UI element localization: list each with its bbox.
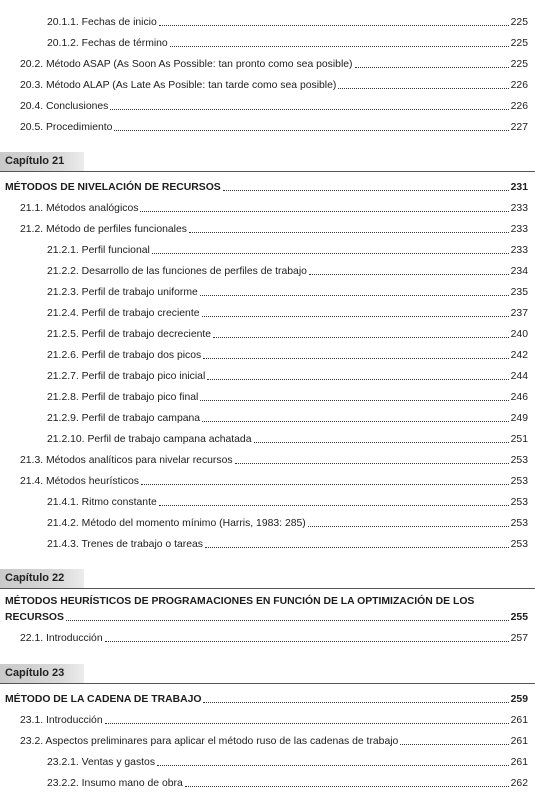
dot-leader [200,295,509,296]
toc-entry[interactable] [47,537,528,551]
page-number: 233 [510,224,528,235]
page-number: 251 [510,434,528,445]
toc-entry[interactable] [47,390,528,404]
toc-entry[interactable] [47,411,528,425]
page-number: 233 [510,245,528,256]
dot-leader [223,190,509,191]
dot-leader [203,358,508,359]
toc-entry-title: 21.2.1. Perfil funcional [47,245,150,256]
page-number: 234 [510,266,528,277]
toc-entry[interactable] [47,369,528,383]
dot-leader [203,702,508,703]
page-number: 261 [510,736,528,747]
dot-leader [189,232,509,233]
page-number: 253 [510,518,528,529]
toc-entry[interactable] [47,495,528,509]
dot-leader [105,723,509,724]
toc-entry-title: MÉTODOS HEURÍSTICOS DE PROGRAMACIONES EN FUNCIÓN DE LA OPTIMIZACIÓN DE LOS [5,596,475,607]
toc-entry[interactable] [47,348,528,362]
toc-entry-title: RECURSOS [5,612,64,623]
toc-entry[interactable] [47,285,528,299]
toc-entry[interactable] [20,120,528,134]
chapter-title-entry[interactable] [5,180,528,194]
toc-entry-title: 20.1.1. Fechas de inicio [47,17,157,28]
toc-entry[interactable] [47,36,528,50]
page-number: 261 [510,715,528,726]
dot-leader [105,641,509,642]
toc-entry-title: MÉTODOS DE NIVELACIÓN DE RECURSOS [5,182,221,193]
toc-entry-title: 21.2.10. Perfil de trabajo campana achatada [47,434,252,445]
chapter-title-entry[interactable] [5,610,528,624]
toc-entry-title: 21.2.2. Desarrollo de las funciones de perfiles de trabajo [47,266,307,277]
page-number: 253 [510,455,528,466]
toc-entry-title: 20.3. Método ALAP (As Late As Posible: tan tarde como sea posible) [20,80,337,91]
toc-entry[interactable] [20,631,528,645]
toc-entry-title: 20.1.2. Fechas de término [47,38,168,49]
chapter-label-box [0,664,84,683]
toc-entry[interactable] [20,734,528,748]
toc-entry[interactable] [47,15,528,29]
dot-leader [338,88,508,89]
dot-leader [235,463,509,464]
toc-entry[interactable] [47,776,528,790]
chapter-label-box [0,152,84,171]
chapter-heading [0,664,535,683]
page-number: 257 [510,633,528,644]
toc-entry-title: 23.2.1. Ventas y gastos [47,757,156,768]
dot-leader [157,765,509,766]
page-number: 259 [510,694,528,705]
chapter-label-box [0,569,84,588]
toc-entry-title: 21.4.3. Trenes de trabajo o tareas [47,539,203,550]
chapter-label: Capítulo 21 [5,155,65,167]
dot-leader [207,379,508,380]
toc-entry[interactable] [20,222,528,236]
toc-entry-title: 20.5. Procedimiento [20,122,113,133]
toc-entry-title: 21.2.4. Perfil de trabajo creciente [47,308,200,319]
chapter-heading [0,569,535,588]
toc-entry-title: 22.1. Introducción [20,633,103,644]
toc-entry[interactable] [47,432,528,446]
dot-leader [159,505,509,506]
page-number: 242 [510,350,528,361]
page-number: 261 [510,757,528,768]
toc-entry[interactable] [20,474,528,488]
toc-entry[interactable] [47,327,528,341]
toc-entry[interactable] [47,755,528,769]
toc-entry[interactable] [20,201,528,215]
toc-entry-title: 21.4. Métodos heurísticos [20,476,139,487]
dot-leader [308,526,509,527]
dot-leader [114,130,508,131]
dot-leader [400,744,508,745]
page-number: 262 [510,778,528,789]
dot-leader [141,484,509,485]
page-number: 253 [510,539,528,550]
chapter-label: Capítulo 22 [5,572,65,584]
toc-entry[interactable] [47,243,528,257]
page-number: 226 [510,80,528,91]
page-number: 225 [510,59,528,70]
toc-entry-title: 21.2.7. Perfil de trabajo pico inicial [47,371,206,382]
page-number: 233 [510,203,528,214]
page-number: 231 [510,182,528,193]
toc-entry-title: 21.2.3. Perfil de trabajo uniforme [47,287,198,298]
page-number: 249 [510,413,528,424]
toc-entry-title: 21.2.8. Perfil de trabajo pico final [47,392,199,403]
dot-leader [110,109,508,110]
dot-leader [202,316,509,317]
page-number: 227 [510,122,528,133]
chapter-label: Capítulo 23 [5,667,65,679]
dot-leader [200,400,508,401]
toc-entry-title: 20.2. Método ASAP (As Soon As Possible: tan pronto como sea posible) [20,59,353,70]
dot-leader [213,337,509,338]
toc-entry-title: 21.4.1. Ritmo constante [47,497,157,508]
dot-leader [309,274,509,275]
page-number: 235 [510,287,528,298]
dot-leader [355,67,509,68]
toc-entry-title: 23.1. Introducción [20,715,103,726]
toc-entry-title: 21.3. Métodos analíticos para nivelar recursos [20,455,233,466]
page-number: 240 [510,329,528,340]
page-number: 225 [510,38,528,49]
page-number: 253 [510,497,528,508]
dot-leader [254,442,509,443]
toc-entry-title: 21.2.9. Perfil de trabajo campana [47,413,201,424]
dot-leader [66,620,509,621]
toc-entry-title: 21.2. Método de perfiles funcionales [20,224,187,235]
toc-entry[interactable] [47,306,528,320]
page-number: 226 [510,101,528,112]
toc-entry[interactable] [47,516,528,530]
toc-entry-title: 21.4.2. Método del momento mínimo (Harris, 1983: 285) [47,518,306,529]
dot-leader [159,25,509,26]
toc-entry-title: 23.2. Aspectos preliminares para aplicar el método ruso de las cadenas de trabajo [20,736,399,747]
dot-leader [140,211,508,212]
dot-leader [205,547,509,548]
dot-leader [152,253,509,254]
chapter-title-entry[interactable] [5,692,528,706]
toc-entry-title: 21.2.6. Perfil de trabajo dos picos [47,350,202,361]
page-number: 253 [510,476,528,487]
chapter-rule [0,171,535,172]
toc-entry-title: 21.1. Métodos analógicos [20,203,139,214]
toc-entry[interactable] [20,78,528,92]
toc-entry[interactable] [20,453,528,467]
chapter-rule [0,683,535,684]
chapter-rule [0,588,535,589]
chapter-title-entry[interactable] [5,594,528,608]
page-number: 246 [510,392,528,403]
toc-entry-title: 20.4. Conclusiones [20,101,109,112]
toc-entry-title: 21.2.5. Perfil de trabajo decreciente [47,329,212,340]
page-number: 225 [510,17,528,28]
page-number: 244 [510,371,528,382]
toc-entry[interactable] [47,264,528,278]
chapter-heading [0,152,535,171]
toc-entry[interactable] [20,57,528,71]
page-number: 255 [510,612,528,623]
toc-entry[interactable] [20,713,528,727]
dot-leader [170,46,509,47]
toc-entry-title: MÉTODO DE LA CADENA DE TRABAJO [5,694,202,705]
toc-entry[interactable] [20,99,528,113]
dot-leader [202,421,509,422]
dot-leader [185,786,509,787]
toc-entry-title: 23.2.2. Insumo mano de obra [47,778,183,789]
page-number: 237 [510,308,528,319]
